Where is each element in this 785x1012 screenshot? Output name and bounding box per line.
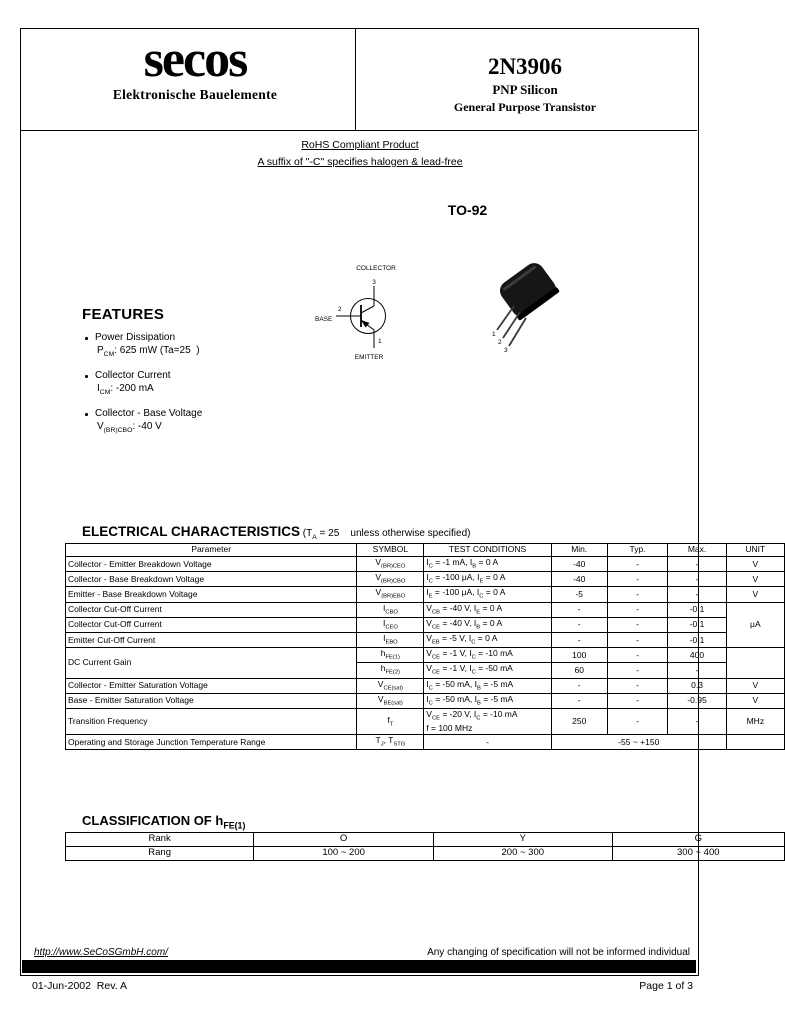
header-bottom-line — [21, 130, 697, 131]
table-row — [66, 833, 785, 847]
table-row — [66, 557, 785, 572]
table-cell: - — [668, 663, 726, 678]
table-row — [66, 678, 785, 693]
table-row — [66, 617, 785, 632]
table-cell: 250 — [551, 709, 607, 735]
logo-subtitle: Elektronische Bauelemente — [112, 87, 278, 102]
table-cell: - — [607, 678, 668, 693]
table-cell: $T_J$, $T_{STG}$ — [357, 735, 424, 750]
table-cell: - — [607, 587, 668, 602]
table-cell: $I_C = -50$ mA, $I_B = -5$ mA — [424, 693, 552, 708]
table-cell: Transition Frequency — [66, 709, 357, 735]
table-cell: $V_{CE} = -1$ V, $I_C = -50$ mA — [424, 663, 552, 678]
table-cell — [726, 735, 784, 750]
table-cell: - — [607, 648, 668, 663]
table-cell: G — [612, 833, 784, 847]
table-cell: - — [668, 709, 726, 735]
electrical-heading — [82, 523, 662, 541]
table-header-cell: SYMBOL — [357, 544, 424, 557]
table-row — [66, 735, 785, 750]
table-cell: $V_{CE(sat)}$ — [357, 678, 424, 693]
table-cell: $f_T$ — [357, 709, 424, 735]
table-cell: $I_C = -50$ mA, $I_B = -5$ mA — [424, 678, 552, 693]
table-cell: DC Current Gain — [66, 648, 357, 678]
logo-text: secos — [143, 31, 247, 88]
emitter-label: EMITTER — [354, 354, 384, 361]
table-cell: - — [551, 633, 607, 648]
title-block — [360, 54, 690, 115]
table-cell — [726, 648, 784, 678]
feature-item — [84, 369, 304, 399]
table-row — [66, 544, 785, 557]
table-cell: 100 — [551, 648, 607, 663]
table-cell: Rang — [66, 847, 254, 861]
table-cell: 400 — [668, 648, 726, 663]
feature-value: $P_{CM}$: 625 mW (Ta=25 ) — [97, 345, 200, 358]
footer-disclaimer: Any changing of specification will not be informed individual — [427, 947, 690, 958]
table-row — [66, 693, 785, 708]
bullet-icon — [85, 413, 88, 416]
table-cell: - — [668, 587, 726, 602]
table-row — [66, 847, 785, 861]
electrical-characteristics-table — [65, 543, 785, 750]
table-cell: - — [607, 602, 668, 617]
header-divider-line — [355, 29, 356, 130]
table-cell: $I_E = -100$ μA, $I_C = 0$ A — [424, 587, 552, 602]
device-type: PNP Silicon — [492, 82, 558, 97]
feature-value: $V_{(BR)CBO}$: -40 V — [97, 421, 162, 434]
collector-pin-number: 3 — [372, 279, 376, 286]
table-cell: Emitter Cut-Off Current — [66, 633, 357, 648]
table-cell: - — [607, 663, 668, 678]
table-header-cell: Parameter — [66, 544, 357, 557]
table-row — [66, 709, 785, 735]
table-row — [66, 587, 785, 602]
features-title: FEATURES — [82, 306, 165, 323]
features-list — [84, 331, 304, 445]
electrical-title: ELECTRICAL CHARACTERISTICS — [82, 524, 301, 539]
table-cell: $V_{(BR)EBO}$ — [357, 587, 424, 602]
table-cell: -0.1 — [668, 617, 726, 632]
table-cell: -40 — [551, 557, 607, 572]
table-cell: -0.1 — [668, 633, 726, 648]
table-row — [66, 602, 785, 617]
table-header-cell: UNIT — [726, 544, 784, 557]
table-row — [66, 633, 785, 648]
table-cell: V — [726, 572, 784, 587]
table-cell: - — [607, 709, 668, 735]
table-cell: 0.3 — [668, 678, 726, 693]
package-name: TO-92 — [447, 202, 488, 218]
table-cell: 60 — [551, 663, 607, 678]
footer-bar — [22, 960, 696, 973]
package-pin-2-label: 2 — [498, 339, 502, 346]
emitter-pin-number: 1 — [378, 338, 382, 345]
table-cell: - — [424, 735, 552, 750]
table-row — [66, 572, 785, 587]
suffix-note: A suffix of "-C" specifies halogen & lead-free — [257, 156, 463, 168]
feature-item — [84, 407, 304, 437]
table-cell: - — [607, 617, 668, 632]
table-cell: Collector Cut-Off Current — [66, 602, 357, 617]
table-cell: V — [726, 693, 784, 708]
electrical-subtitle: ($T_A = 25$ unless otherwise specified) — [300, 528, 471, 541]
table-cell: $V_{CE} = -1$ V, $I_C = -10$ mA — [424, 648, 552, 663]
table-cell: $V_{EB} = -5$ V, $I_C = 0$ A — [424, 633, 552, 648]
table-header-cell: Min. — [551, 544, 607, 557]
table-cell: $V_{CB} = -40$ V, $I_E = 0$ A — [424, 602, 552, 617]
part-number: 2N3906 — [487, 54, 563, 79]
table-cell: $I_{CEO}$ — [357, 617, 424, 632]
package-pin-3-label: 3 — [504, 347, 508, 354]
footer-url-link[interactable]: http://www.SeCoSGmbH.com/ — [34, 947, 168, 958]
table-cell: - — [551, 602, 607, 617]
table-row — [66, 648, 785, 663]
rohs-compliance-note: RoHS Compliant Product — [301, 139, 419, 151]
table-cell: - — [551, 678, 607, 693]
table-cell: MHz — [726, 709, 784, 735]
table-cell: - — [668, 557, 726, 572]
package-pin-1-label: 1 — [492, 331, 496, 338]
page-number: Page 1 of 3 — [639, 980, 693, 992]
base-pin-number: 2 — [338, 306, 342, 313]
table-cell: 100 ~ 200 — [254, 847, 434, 861]
table-cell: -0.1 — [668, 602, 726, 617]
to92-package-icon — [468, 264, 578, 360]
table-cell: $I_C = -1$ mA, $I_B = 0$ A — [424, 557, 552, 572]
table-cell: $V_{(BR)CBO}$ — [357, 572, 424, 587]
table-cell: μA — [726, 602, 784, 648]
classification-title: CLASSIFICATION OF $h_{FE(1)}$ — [82, 813, 246, 831]
table-cell: $V_{CE} = -20$ V, $I_C = -10$ mA f = 100 MHz — [424, 709, 552, 735]
table-cell: $h_{FE(1)}$ — [357, 648, 424, 663]
table-cell: Collector - Emitter Breakdown Voltage — [66, 557, 357, 572]
device-description: General Purpose Transistor — [453, 100, 597, 114]
table-header-cell: TEST CONDITIONS — [424, 544, 552, 557]
bullet-icon — [85, 375, 88, 378]
table-cell: -55 ~ +150 — [551, 735, 726, 750]
table-cell: Y — [434, 833, 613, 847]
table-cell: Collector - Emitter Saturation Voltage — [66, 678, 357, 693]
table-cell: $V_{CE} = -40$ V, $I_B = 0$ A — [424, 617, 552, 632]
table-cell: O — [254, 833, 434, 847]
table-cell: - — [607, 557, 668, 572]
table-cell: V — [726, 557, 784, 572]
table-cell: - — [607, 572, 668, 587]
table-cell: - — [607, 633, 668, 648]
base-label: BASE — [315, 316, 333, 323]
table-cell: $h_{FE(2)}$ — [357, 663, 424, 678]
table-cell: $I_C = -100$ μA, $I_E = 0$ A — [424, 572, 552, 587]
table-cell: Collector Cut-Off Current — [66, 617, 357, 632]
table-cell: V — [726, 587, 784, 602]
feature-label: Collector Current — [95, 370, 171, 381]
feature-item — [84, 331, 304, 361]
table-cell: $I_{EBO}$ — [357, 633, 424, 648]
collector-label: COLLECTOR — [356, 265, 396, 272]
revision-date: 01-Jun-2002 Rev. A — [32, 980, 127, 992]
table-cell: Operating and Storage Junction Temperature Range — [66, 735, 357, 750]
table-cell: $I_{CBO}$ — [357, 602, 424, 617]
table-cell: Base - Emitter Saturation Voltage — [66, 693, 357, 708]
table-cell: - — [551, 693, 607, 708]
table-header-cell: Max. — [668, 544, 726, 557]
table-cell: Rank — [66, 833, 254, 847]
table-cell: -0.95 — [668, 693, 726, 708]
table-cell: - — [607, 693, 668, 708]
table-cell: Emitter - Base Breakdown Voltage — [66, 587, 357, 602]
feature-value: $I_{CM}$: -200 mA — [97, 383, 154, 396]
table-cell: V — [726, 678, 784, 693]
feature-label: Collector - Base Voltage — [95, 408, 203, 419]
table-header-cell: Typ. — [607, 544, 668, 557]
table-cell: -5 — [551, 587, 607, 602]
hfe-classification-table — [65, 832, 785, 861]
table-cell: - — [551, 617, 607, 632]
table-cell: 200 ~ 300 — [434, 847, 613, 861]
bullet-icon — [85, 337, 88, 340]
feature-label: Power Dissipation — [95, 332, 176, 343]
table-cell: Collector - Base Breakdown Voltage — [66, 572, 357, 587]
company-logo — [55, 31, 335, 103]
transistor-symbol-icon — [303, 256, 433, 368]
table-cell: $V_{(BR)CEO}$ — [357, 557, 424, 572]
table-cell: $V_{BE(sat)}$ — [357, 693, 424, 708]
table-cell: -40 — [551, 572, 607, 587]
table-cell: 300 ~ 400 — [612, 847, 784, 861]
table-cell: - — [668, 572, 726, 587]
